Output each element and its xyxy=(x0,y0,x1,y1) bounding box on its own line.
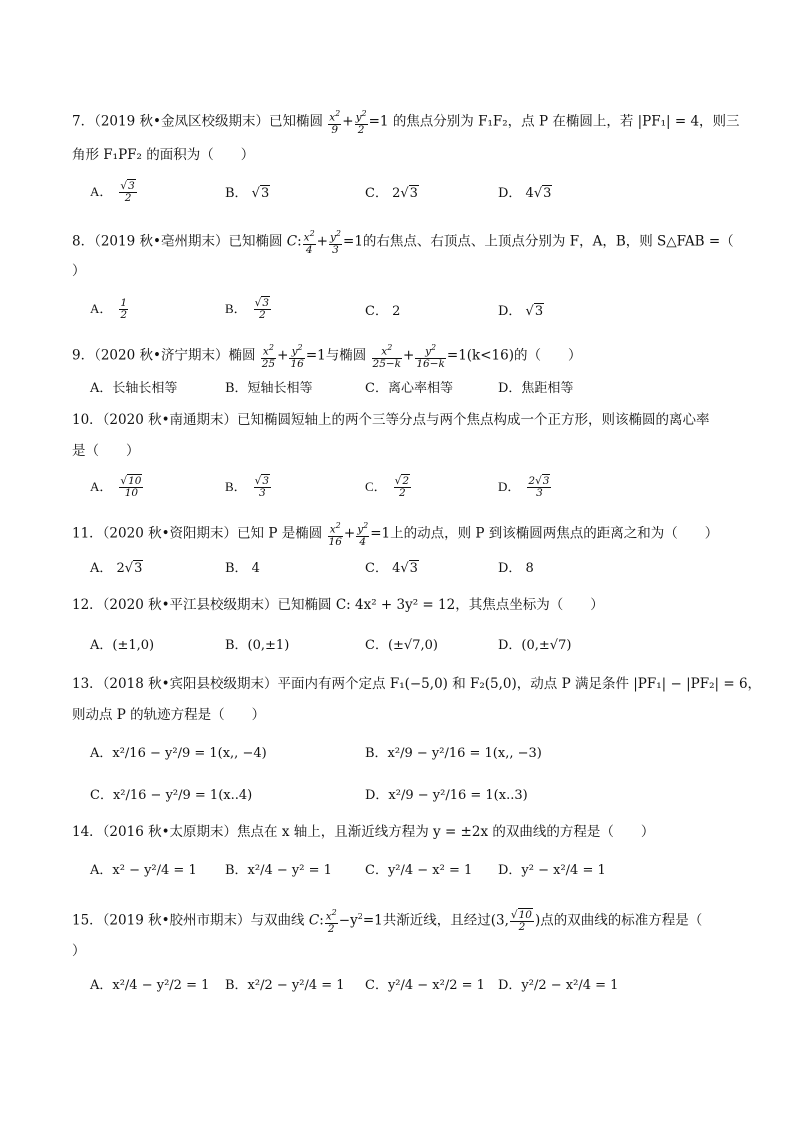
question-15-line-2: ） xyxy=(72,943,86,959)
question-10-line-1: 10．（2020 秋•南通期末）已知椭圆短轴上的两个三等分点与两个焦点构成一个正方形，则该椭圆的离心率 xyxy=(72,412,710,428)
q12-option-c[interactable]: C．(±√7,0) xyxy=(365,638,438,653)
q9-option-c[interactable]: C．离心率相等 xyxy=(365,381,453,396)
question-13-line-2: 则动点 P 的轨迹方程是（ ） xyxy=(72,707,266,723)
q7-option-d[interactable]: D． 4√3 xyxy=(498,186,552,201)
q11-option-d[interactable]: D． 8 xyxy=(498,561,534,576)
question-11-line-1: 11．（2020 秋•资阳期末）已知 P 是椭圆 $\frac{x^2}{16}$ + $\frac{y^2}{4}$ =1上的动点，则 P 到该椭圆两焦点的距离之和为（ ） xyxy=(72,521,719,548)
question-7-line-2: 角形 F₁PF₂ 的面积为（ ） xyxy=(72,147,255,163)
q7-option-c[interactable]: C． 2√3 xyxy=(365,186,418,201)
q11-option-c[interactable]: C． 4√3 xyxy=(365,561,418,576)
question-13-line-1: 13．（2018 秋•宾阳县校级期末）平面内有两个定点 F₁(−5,0) 和 F₂(5,0)，动点 P 满足条件 |PF₁| − |PF₂| = 6， xyxy=(72,676,762,692)
q14-option-d[interactable]: D．y² − x²/4 = 1 xyxy=(498,863,606,878)
q10-option-c[interactable]: C． $\frac{√2}{2}$ xyxy=(365,475,410,499)
q13-option-d[interactable]: D．x²/9 − y²/16 = 1(x..3) xyxy=(365,788,528,803)
q9-option-a[interactable]: A．长轴长相等 xyxy=(90,381,178,396)
q12-option-a[interactable]: A．(±1,0) xyxy=(90,638,155,653)
q13-option-a[interactable]: A．x²/16 − y²/9 = 1(x,, −4) xyxy=(90,746,267,761)
q9-option-d[interactable]: D．焦距相等 xyxy=(498,381,574,396)
question-14-line-1: 14．（2016 秋•太原期末）焦点在 x 轴上，且渐近线方程为 y = ±2x 的双曲线的方程是（ ） xyxy=(72,824,655,840)
q12-option-b[interactable]: B．(0,±1) xyxy=(225,638,290,653)
question-7-line-1: 7．（2019 秋•金凤区校级期末）已知椭圆 $\frac{x^2}{9}$ + $\frac{y^2}{2}$ =1 的焦点分别为 F₁F₂，点 P 在椭圆上，若 |PF₁| = 4，则三 xyxy=(72,109,740,136)
q14-option-b[interactable]: B．x²/4 − y² = 1 xyxy=(225,863,332,878)
q10-option-b[interactable]: B． $\frac{√3}{3}$ xyxy=(225,475,270,499)
q11-option-a[interactable]: A． 2√3 xyxy=(90,561,143,576)
question-8-line-1: 8．（2019 秋•亳州期末）已知椭圆 C: $\frac{x^2}{4}$ + $\frac{y^2}{3}$ =1的右焦点、右顶点、上顶点分别为 F，A，B，则 S△FAB =（ xyxy=(72,229,734,256)
q10-option-a[interactable]: A． $\frac{√10}{10}$ xyxy=(90,475,142,499)
q14-option-c[interactable]: C．y²/4 − x² = 1 xyxy=(365,863,473,878)
q13-option-c[interactable]: C．x²/16 − y²/9 = 1(x..4) xyxy=(90,788,253,803)
question-15-line-1: 15．（2019 秋•胶州市期末）与双曲线 C: $\frac{x^2}{2}$ $-y^2=1$共渐近线，且经过(3, $\frac{√10}{2}$ )点的双曲线的标准方程是（ xyxy=(72,908,703,935)
q14-option-a[interactable]: A．x² − y²/4 = 1 xyxy=(90,863,197,878)
question-12-line-1: 12．（2020 秋•平江县校级期末）已知椭圆 C: 4x² + 3y² = 12，其焦点坐标为（ ） xyxy=(72,597,604,613)
q15-option-d[interactable]: D．y²/2 − x²/4 = 1 xyxy=(498,978,619,993)
question-10-line-2: 是（ ） xyxy=(72,443,140,459)
q10-option-d[interactable]: D． $\frac{2√3}{3}$ xyxy=(498,475,550,499)
q8-option-c[interactable]: C． 2 xyxy=(365,304,401,319)
question-9-line-1: 9．（2020 秋•济宁期末）椭圆 $\frac{x^2}{25}$ + $\frac{y^2}{16}$ =1与椭圆 $\frac{x^2}{25-k}$ + $\frac{y^2}{16-k}$ =1(k<16)的（ ） xyxy=(72,343,582,370)
q8-option-b[interactable]: B． $\frac{√3}{2}$ xyxy=(225,297,270,321)
q7-option-b[interactable]: B． √3 xyxy=(225,186,270,201)
q12-option-d[interactable]: D．(0,±√7) xyxy=(498,638,572,653)
q15-option-a[interactable]: A．x²/4 − y²/2 = 1 xyxy=(90,978,210,993)
q8-option-d[interactable]: D． √3 xyxy=(498,304,544,319)
q11-option-b[interactable]: B． 4 xyxy=(225,561,260,576)
q15-option-c[interactable]: C．y²/4 − x²/2 = 1 xyxy=(365,978,485,993)
q9-option-b[interactable]: B．短轴长相等 xyxy=(225,381,313,396)
question-8-line-2: ） xyxy=(72,263,86,279)
q8-option-a[interactable]: A． $\frac{1}{2}$ xyxy=(90,297,128,321)
q7-option-a[interactable]: A． $\frac{√3}{2}$ xyxy=(90,180,135,204)
q13-option-b[interactable]: B．x²/9 − y²/16 = 1(x,, −3) xyxy=(365,746,542,761)
q15-option-b[interactable]: B．x²/2 − y²/4 = 1 xyxy=(225,978,345,993)
